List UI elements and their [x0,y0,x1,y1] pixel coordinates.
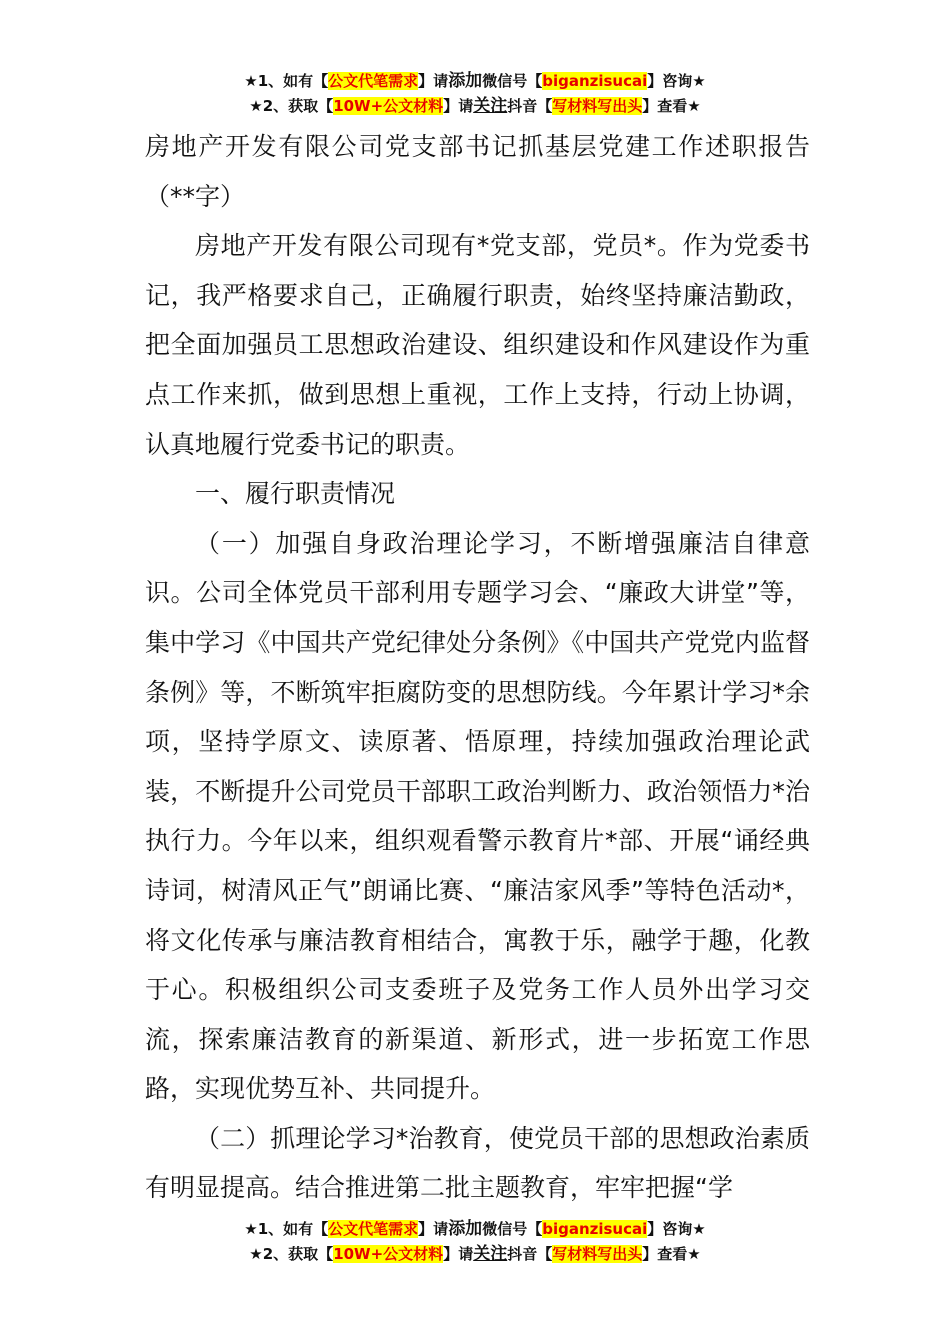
banner-text: 关注 [473,1244,508,1264]
banner-text: 】咨询★ [647,1220,706,1238]
banner-text: 】请 [443,97,474,115]
banner-wechat-id: biganzisucai [542,72,648,90]
banner-text: 】查看★ [642,1245,701,1263]
banner-line-1 [0,1217,950,1242]
banner-text: 】请 [443,1245,474,1263]
banner-line-2 [0,94,950,119]
paragraph: 房地产开发有限公司现有*党支部，党员*。作为党委书记，我严格要求自己，正确履行职责，始终坚持廉洁勤政，把全面加强员工思想政治建设、组织建设和作风建设作为重点工作来抓，做到思想上重视，工作上支持，行动上协调，认真地履行党委书记的职责。 [145,231,810,459]
banner-douyin-id: 写材料写出头 [552,1245,643,1263]
banner-line-1 [0,69,950,94]
banner-text: 微信号【 [482,1220,543,1238]
banner-douyin-id: 写材料写出头 [552,97,643,115]
document-title: 房地产开发有限公司党支部书记抓基层党建工作述职报告（**字） [145,132,810,211]
banner-text: ★1、如有【 [244,1220,329,1238]
banner-highlight: 公文代笔需求 [328,72,419,90]
banner-text: 添加 [448,71,483,91]
banner-text: ★2、获取【 [249,1245,334,1263]
banner-text: 】咨询★ [647,72,706,90]
banner-line-2 [0,1242,950,1267]
banner-text: 】查看★ [642,97,701,115]
banner-text: 】请 [418,1220,449,1238]
banner-text: 微信号【 [482,72,543,90]
banner-highlight: 10W+公文材料 [333,1245,444,1263]
paragraph: （一）加强自身政治理论学习，不断增强廉洁自律意识。公司全体党员干部利用专题学习会、“廉政大讲堂”等，集中学习《中国共产党纪律处分条例》《中国共产党党内监督条例》等，不断筑牢拒腐防变的思想防线。今年累计学习*余项，坚持学原文、读原著、悟原理，持续加强政治理论武装，不断提升公司党员干部职工政治判断力、政治领悟力*治执行力。今年以来，组织观看警示教育片*部、开展“诵经典诗词，树清风正气”朗诵比赛、“廉洁家风季”等特色活动*，将文化传承与廉洁教育相结合，寓教于乐，融学于趣，化教于心。积极组织公司支委班子及党务工作人员外出学习交流，探索廉洁教育的新渠道、新形式，进一步拓宽工作思路，实现优势互补、共同提升。 [145,528,810,1104]
section-heading: 一、履行职责情况 [195,479,396,509]
banner-text: ★2、获取【 [249,97,334,115]
banner-text: 抖音【 [507,97,553,115]
header-banner [0,69,950,119]
banner-text: 添加 [448,1219,483,1239]
footer-banner [0,1217,950,1267]
banner-text: 】请 [418,72,449,90]
document-body [145,122,810,1213]
banner-text: 关注 [473,96,508,116]
banner-text: ★1、如有【 [244,72,329,90]
paragraph: （二）抓理论学习*治教育，使党员干部的思想政治素质有明显提高。结合推进第二批主题教育，牢牢把握“学 [145,1123,810,1203]
banner-highlight: 公文代笔需求 [328,1220,419,1238]
banner-wechat-id: biganzisucai [542,1220,648,1238]
banner-highlight: 10W+公文材料 [333,97,444,115]
banner-text: 抖音【 [507,1245,553,1263]
